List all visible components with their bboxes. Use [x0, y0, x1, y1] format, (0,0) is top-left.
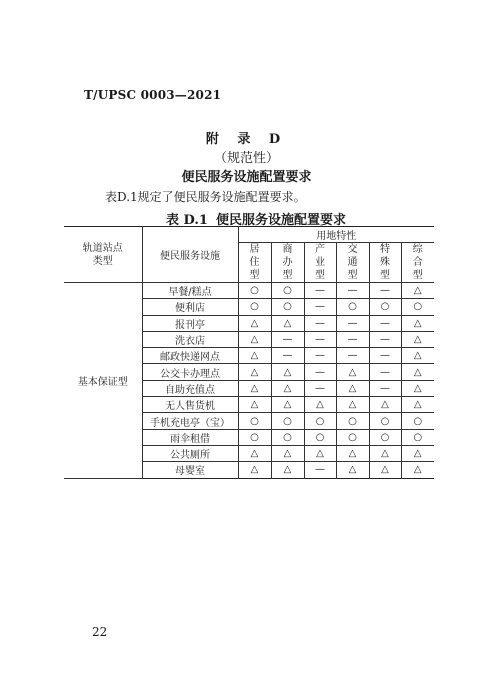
requirement-mark-cell: — — [336, 331, 369, 347]
station-type-cell: 基本保证型 — [64, 283, 142, 479]
intro-paragraph: 表D.1规定了便民服务设施配置要求。 — [105, 190, 306, 204]
requirement-mark-cell: △ — [401, 331, 434, 347]
requirement-mark-cell: — — [336, 315, 369, 331]
requirement-mark-cell: △ — [369, 397, 401, 413]
requirement-mark-cell: — — [336, 348, 369, 364]
requirement-mark-cell: △ — [401, 315, 434, 331]
requirement-mark-cell: △ — [401, 397, 434, 413]
requirement-mark-cell: ○ — [271, 283, 304, 299]
requirement-mark-cell: — — [304, 364, 336, 380]
requirement-mark-cell: ○ — [238, 299, 271, 315]
requirement-mark-cell: △ — [336, 445, 369, 461]
requirement-mark-cell: ○ — [336, 413, 369, 429]
facility-cell: 无人售货机 — [142, 397, 238, 413]
requirement-mark-cell: △ — [336, 364, 369, 380]
requirement-mark-cell: △ — [401, 283, 434, 299]
requirement-mark-cell: — — [304, 380, 336, 396]
requirement-mark-cell: — — [369, 364, 401, 380]
requirement-mark-cell: △ — [304, 445, 336, 461]
requirement-mark-cell: △ — [271, 364, 304, 380]
requirement-mark-cell: ○ — [304, 413, 336, 429]
requirement-mark-cell: △ — [271, 315, 304, 331]
requirement-mark-cell: △ — [238, 331, 271, 347]
facility-cell: 雨伞租借 — [142, 429, 238, 445]
facility-cell: 手机充电亭（宝） — [142, 413, 238, 429]
page-number: 22 — [92, 625, 108, 639]
header-land-type: 产业型 — [304, 243, 336, 283]
requirement-mark-cell: — — [304, 315, 336, 331]
facility-cell: 邮政快递网点 — [142, 348, 238, 364]
requirement-mark-cell: ○ — [369, 413, 401, 429]
requirement-mark-cell: △ — [401, 445, 434, 461]
requirement-mark-cell: ○ — [369, 299, 401, 315]
requirement-mark-cell: △ — [369, 445, 401, 461]
header-station-type: 轨道站点类型 — [64, 227, 142, 283]
requirement-mark-cell: — — [271, 331, 304, 347]
header-land-type: 居住型 — [238, 243, 271, 283]
requirement-mark-cell: — — [304, 331, 336, 347]
requirement-mark-cell: △ — [304, 397, 336, 413]
requirement-mark-cell: △ — [401, 380, 434, 396]
facility-cell: 公共厕所 — [142, 445, 238, 461]
header-land-type: 交通型 — [336, 243, 369, 283]
requirement-mark-cell: ○ — [401, 413, 434, 429]
requirement-mark-cell: ○ — [238, 413, 271, 429]
requirement-mark-cell: △ — [238, 315, 271, 331]
appendix-title: 便民服务设施配置要求 — [181, 170, 312, 185]
facility-cell: 洗衣店 — [142, 331, 238, 347]
requirement-mark-cell: △ — [238, 364, 271, 380]
requirement-mark-cell: △ — [271, 462, 304, 478]
requirement-mark-cell: △ — [336, 380, 369, 396]
requirement-mark-cell: — — [369, 283, 401, 299]
requirement-mark-cell: △ — [401, 364, 434, 380]
facility-cell: 报刊亭 — [142, 315, 238, 331]
header-land-use: 用地特性 — [238, 227, 434, 243]
facility-requirements-table — [64, 226, 434, 479]
requirement-mark-cell: ○ — [304, 429, 336, 445]
requirement-mark-cell: △ — [369, 462, 401, 478]
requirement-mark-cell: △ — [238, 462, 271, 478]
requirement-mark-cell: ○ — [238, 283, 271, 299]
requirement-mark-cell: — — [271, 348, 304, 364]
requirement-mark-cell: — — [304, 348, 336, 364]
requirement-mark-cell: — — [369, 348, 401, 364]
facility-cell: 母婴室 — [142, 462, 238, 478]
requirement-mark-cell: △ — [336, 397, 369, 413]
appendix-normative-note: （规范性） — [213, 151, 279, 166]
facility-cell: 早餐/糕点 — [142, 283, 238, 299]
requirement-mark-cell: — — [336, 283, 369, 299]
table-row — [64, 283, 434, 299]
appendix-label: 附 录 D — [205, 132, 288, 147]
requirement-mark-cell: △ — [336, 462, 369, 478]
requirement-mark-cell: △ — [401, 462, 434, 478]
requirement-mark-cell: ○ — [271, 429, 304, 445]
requirement-mark-cell: ○ — [401, 429, 434, 445]
header-land-type: 综合型 — [401, 243, 434, 283]
requirement-mark-cell: ○ — [336, 299, 369, 315]
requirement-mark-cell: ○ — [271, 299, 304, 315]
facility-cell: 便利店 — [142, 299, 238, 315]
requirement-mark-cell: △ — [238, 348, 271, 364]
table-caption-number: 表 D.1 — [166, 213, 208, 228]
requirement-mark-cell: ○ — [238, 429, 271, 445]
requirement-mark-cell: △ — [238, 380, 271, 396]
requirement-mark-cell: — — [369, 331, 401, 347]
requirement-mark-cell: △ — [271, 445, 304, 461]
requirement-mark-cell: △ — [238, 397, 271, 413]
requirement-mark-cell: △ — [401, 348, 434, 364]
requirement-mark-cell: △ — [238, 445, 271, 461]
table-caption-title: 便民服务设施配置要求 — [215, 213, 346, 228]
header-facility: 便民服务设施 — [142, 227, 238, 283]
requirement-mark-cell: — — [369, 380, 401, 396]
requirement-mark-cell: △ — [271, 380, 304, 396]
document-code: T/UPSC 0003—2021 — [84, 88, 222, 102]
facility-cell: 自助充值点 — [142, 380, 238, 396]
facility-cell: 公交卡办理点 — [142, 364, 238, 380]
requirement-mark-cell: — — [304, 462, 336, 478]
requirement-mark-cell: — — [369, 315, 401, 331]
requirement-mark-cell: △ — [271, 397, 304, 413]
requirement-mark-cell: — — [304, 299, 336, 315]
header-land-type: 商办型 — [271, 243, 304, 283]
requirement-mark-cell: — — [304, 283, 336, 299]
requirement-mark-cell: ○ — [336, 429, 369, 445]
requirement-mark-cell: ○ — [401, 299, 434, 315]
requirement-mark-cell: ○ — [369, 429, 401, 445]
requirement-mark-cell: ○ — [271, 413, 304, 429]
header-land-type: 特殊型 — [369, 243, 401, 283]
